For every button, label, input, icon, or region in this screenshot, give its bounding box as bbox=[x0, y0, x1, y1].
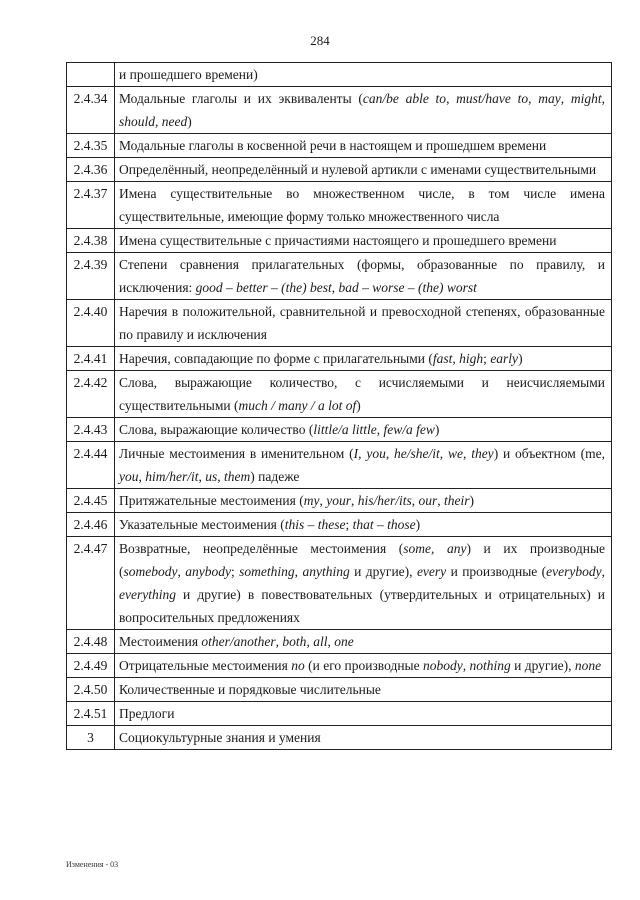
section-description: Степени сравнения прилагательных (формы, образованные по правилу, и исключения: good – better – (the) best, bad – worse – (the) worst bbox=[115, 253, 612, 300]
section-number: 2.4.37 bbox=[67, 182, 115, 229]
section-number: 2.4.39 bbox=[67, 253, 115, 300]
table-row bbox=[67, 134, 612, 158]
section-number: 2.4.38 bbox=[67, 229, 115, 253]
table-row bbox=[67, 253, 612, 300]
table-row bbox=[67, 300, 612, 347]
section-description: Слова, выражающие количество, с исчисляемыми и неисчисляемыми существительными (much / many / a lot of) bbox=[115, 371, 612, 418]
table-row bbox=[67, 63, 612, 87]
section-number: 2.4.34 bbox=[67, 87, 115, 134]
section-number: 2.4.49 bbox=[67, 654, 115, 678]
section-number: 2.4.44 bbox=[67, 442, 115, 489]
section-number: 2.4.42 bbox=[67, 371, 115, 418]
section-number: 2.4.35 bbox=[67, 134, 115, 158]
table-row bbox=[67, 418, 612, 442]
page-number: 284 bbox=[310, 33, 330, 48]
section-description: Определённый, неопределённый и нулевой артикли с именами существительными bbox=[115, 158, 612, 182]
section-description: Количественные и порядковые числительные bbox=[115, 678, 612, 702]
section-description: Личные местоимения в именительном (I, you, he/she/it, we, they) и объектном (me, you, him/her/it, us, them) падеже bbox=[115, 442, 612, 489]
table-row bbox=[67, 537, 612, 630]
section-number: 3 bbox=[67, 726, 115, 750]
section-description: Имена существительные с причастиями настоящего и прошедшего времени bbox=[115, 229, 612, 253]
table-row bbox=[67, 347, 612, 371]
section-description: Модальные глаголы в косвенной речи в настоящем и прошедшем времени bbox=[115, 134, 612, 158]
section-number: 2.4.50 bbox=[67, 678, 115, 702]
section-description: Социокультурные знания и умения bbox=[115, 726, 612, 750]
section-description: и прошедшего времени) bbox=[115, 63, 612, 87]
table-body bbox=[67, 63, 612, 750]
section-description: Имена существительные во множественном числе, в том числе имена существительные, имеющие форму только множественного числа bbox=[115, 182, 612, 229]
table-row bbox=[67, 489, 612, 513]
section-description: Наречия, совпадающие по форме с прилагательными (fast, high; early) bbox=[115, 347, 612, 371]
section-description: Слова, выражающие количество (little/a little, few/a few) bbox=[115, 418, 612, 442]
table-row bbox=[67, 158, 612, 182]
table-row bbox=[67, 182, 612, 229]
table-row bbox=[67, 678, 612, 702]
section-number: 2.4.46 bbox=[67, 513, 115, 537]
section-number bbox=[67, 63, 115, 87]
section-description: Возвратные, неопределённые местоимения (some, any) и их производные (somebody, anybody; something, anything и другие), every и производные (everybody, everything и другие) в повествовательных (утвердительных и отрицательных) и вопросительных предложениях bbox=[115, 537, 612, 630]
section-description: Указательные местоимения (this – these; that – those) bbox=[115, 513, 612, 537]
section-number: 2.4.41 bbox=[67, 347, 115, 371]
footer-revision-note: Изменения - 03 bbox=[66, 860, 119, 869]
section-description: Местоимения other/another, both, all, one bbox=[115, 630, 612, 654]
table-row bbox=[67, 87, 612, 134]
syllabus-table bbox=[66, 62, 612, 750]
section-description: Притяжательные местоимения (my, your, his/her/its, our, their) bbox=[115, 489, 612, 513]
table-row bbox=[67, 513, 612, 537]
section-number: 2.4.40 bbox=[67, 300, 115, 347]
table-row bbox=[67, 371, 612, 418]
table-row bbox=[67, 726, 612, 750]
table-row bbox=[67, 229, 612, 253]
table-row bbox=[67, 442, 612, 489]
section-number: 2.4.48 bbox=[67, 630, 115, 654]
table-row bbox=[67, 702, 612, 726]
table-row bbox=[67, 654, 612, 678]
section-number: 2.4.45 bbox=[67, 489, 115, 513]
section-number: 2.4.43 bbox=[67, 418, 115, 442]
section-number: 2.4.36 bbox=[67, 158, 115, 182]
section-number: 2.4.47 bbox=[67, 537, 115, 630]
section-description: Отрицательные местоимения no (и его производные nobody, nothing и другие), none bbox=[115, 654, 612, 678]
section-number: 2.4.51 bbox=[67, 702, 115, 726]
section-description: Наречия в положительной, сравнительной и превосходной степенях, образованные по правилу и исключения bbox=[115, 300, 612, 347]
table-row bbox=[67, 630, 612, 654]
section-description: Предлоги bbox=[115, 702, 612, 726]
section-description: Модальные глаголы и их эквиваленты (can/be able to, must/have to, may, might, should, need) bbox=[115, 87, 612, 134]
